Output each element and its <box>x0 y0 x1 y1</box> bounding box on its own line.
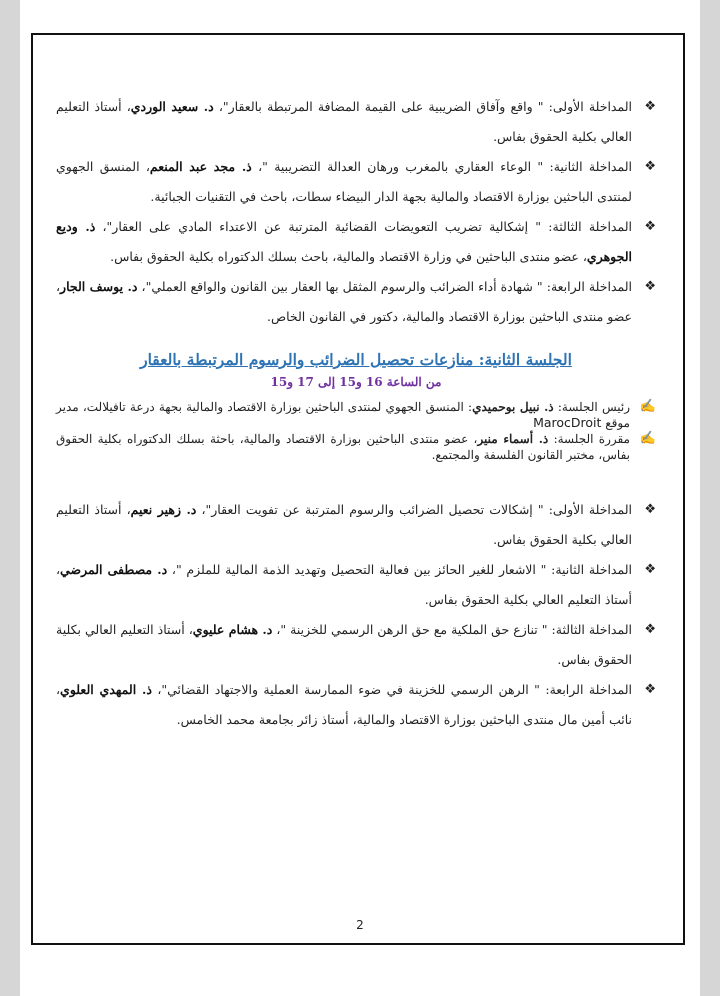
right-shadow <box>700 0 720 996</box>
speaker-name: ذ. وديع الجوهري <box>56 219 632 264</box>
speaker-desc: ، أستاذ التعليم العالي بكلية الحقوق بفاس. <box>56 502 632 547</box>
bullet-icon: ❖ <box>644 622 656 637</box>
site-name: MarocDroit <box>533 415 602 430</box>
session-title: الجلسة الثانية: منازعات تحصيل الضرائب والرسوم المرتبطة بالعقار <box>140 350 572 369</box>
item-title: " الاشعار للغير الحائز بين فعالية التحصيل وتهديد الذمة المالية للملزم "، <box>167 562 552 577</box>
bullet-icon: ❖ <box>644 279 656 294</box>
pen-icon: ✍ <box>639 431 656 446</box>
session-rapporteur <box>56 431 656 463</box>
speaker-desc: ، نائب أمين مال منتدى الباحثين بوزارة الاقتصاد والمالية، أستاذ زائر بجامعة محمد الخامس. <box>56 682 632 727</box>
speaker-desc: ، أستاذ التعليم العالي بكلية الحقوق بفاس. <box>56 622 632 667</box>
item-title: " الوعاء العقاري بالمغرب ورهان العدالة التضريبية "، <box>251 159 550 174</box>
speaker-name: د. هشام عليوي <box>192 622 273 637</box>
list-item <box>56 92 656 152</box>
item-title: " إشكالية تضريب التعويضات القضائية المترتبة عن الاعتداء المادي على العقار"، <box>95 219 549 234</box>
item-label: المداخلة الأولى: <box>548 99 632 114</box>
session1-list <box>56 92 656 332</box>
speaker-name: د. سعيد الوردي <box>130 99 214 114</box>
list-item <box>56 615 656 675</box>
list-item <box>56 272 656 332</box>
session-chair <box>56 399 656 431</box>
left-shadow <box>0 0 20 996</box>
item-label: المداخلة الثانية: <box>549 159 632 174</box>
page-number: 2 <box>356 918 364 932</box>
chair-desc: : المنسق الجهوي لمنتدى الباحثين بوزارة الاقتصاد والمالية بجهة درعة تافيلالت، مدير موقع <box>56 400 630 430</box>
item-title: " شهادة أداء الضرائب والرسوم المثقل بها العقار بين القانون والواقع العملي"، <box>137 279 547 294</box>
item-label: المداخلة الرابعة: <box>546 279 633 294</box>
rapporteur-desc: ، عضو منتدى الباحثين بوزارة الاقتصاد والمالية، باحثة بسلك الدكتوراه بكلية الحقوق بفاس، مختبر القانون الفلسفة والمجتمع. <box>56 432 630 462</box>
bullet-icon: ❖ <box>644 682 656 697</box>
list-item <box>56 212 656 272</box>
bullet-icon: ❖ <box>644 219 656 234</box>
rapporteur-label: مقررة الجلسة: <box>548 432 630 446</box>
list-item <box>56 675 656 735</box>
speaker-desc: ، المنسق الجهوي لمنتدى الباحثين بوزارة الاقتصاد والمالية بجهة الدار البيضاء سطات، باحث في التقنيات الجبائية. <box>56 159 632 204</box>
page-content <box>56 92 656 735</box>
bullet-icon: ❖ <box>644 502 656 517</box>
item-label: المداخلة الأولى: <box>548 502 632 517</box>
speaker-desc: ، أستاذ التعليم العالي بكلية الحقوق بفاس. <box>56 99 632 144</box>
bullet-icon: ❖ <box>644 562 656 577</box>
item-label: المداخلة الثالثة: <box>548 219 632 234</box>
item-title: " الرهن الرسمي للخزينة في ضوء الممارسة العملية والاجتهاد القضائي"، <box>151 682 546 697</box>
chair-label: رئيس الجلسة: <box>553 400 630 414</box>
list-item <box>56 555 656 615</box>
bullet-icon: ❖ <box>644 159 656 174</box>
session2-list <box>56 495 656 735</box>
session-time: من الساعة 16 و15 إلى 17 و15 <box>270 375 442 389</box>
item-title: " تنازع حق الملكية مع حق الرهن الرسمي للخزينة "، <box>272 622 552 637</box>
list-item <box>56 495 656 555</box>
speaker-name: د. مصطفى المرضي <box>60 562 168 577</box>
item-title: " واقع وآفاق الضريبية على القيمة المضافة المرتبطة بالعقار"، <box>213 99 549 114</box>
rapporteur-name: ذ. أسماء منير <box>477 432 549 446</box>
speaker-name: د. يوسف الجار <box>60 279 138 294</box>
item-label: المداخلة الرابعة: <box>545 682 632 697</box>
bullet-icon: ❖ <box>644 99 656 114</box>
speaker-name: ذ. المهدي العلوي <box>60 682 152 697</box>
document-page <box>20 0 700 996</box>
speaker-desc: ، أستاذ التعليم العالي بكلية الحقوق بفاس. <box>56 562 632 607</box>
speaker-name: ذ. مجد عبد المنعم <box>149 159 252 174</box>
speaker-name: د. زهير نعيم <box>130 502 197 517</box>
chair-name: ذ. نبيل بوحميدي <box>472 400 554 414</box>
list-item <box>56 152 656 212</box>
speaker-desc: ، عضو منتدى الباحثين في وزارة الاقتصاد والمالية، باحث بسلك الدكتوراه بكلية الحقوق بفاس. <box>110 249 587 264</box>
item-title: " إشكالات تحصيل الضرائب والرسوم المترتبة عن تفويت العقار"، <box>196 502 549 517</box>
pen-icon: ✍ <box>639 399 656 414</box>
item-label: المداخلة الثالثة: <box>551 622 632 637</box>
speaker-desc: ، عضو منتدى الباحثين بوزارة الاقتصاد والمالية، دكتور في القانون الخاص. <box>56 279 632 324</box>
item-label: المداخلة الثانية: <box>551 562 632 577</box>
